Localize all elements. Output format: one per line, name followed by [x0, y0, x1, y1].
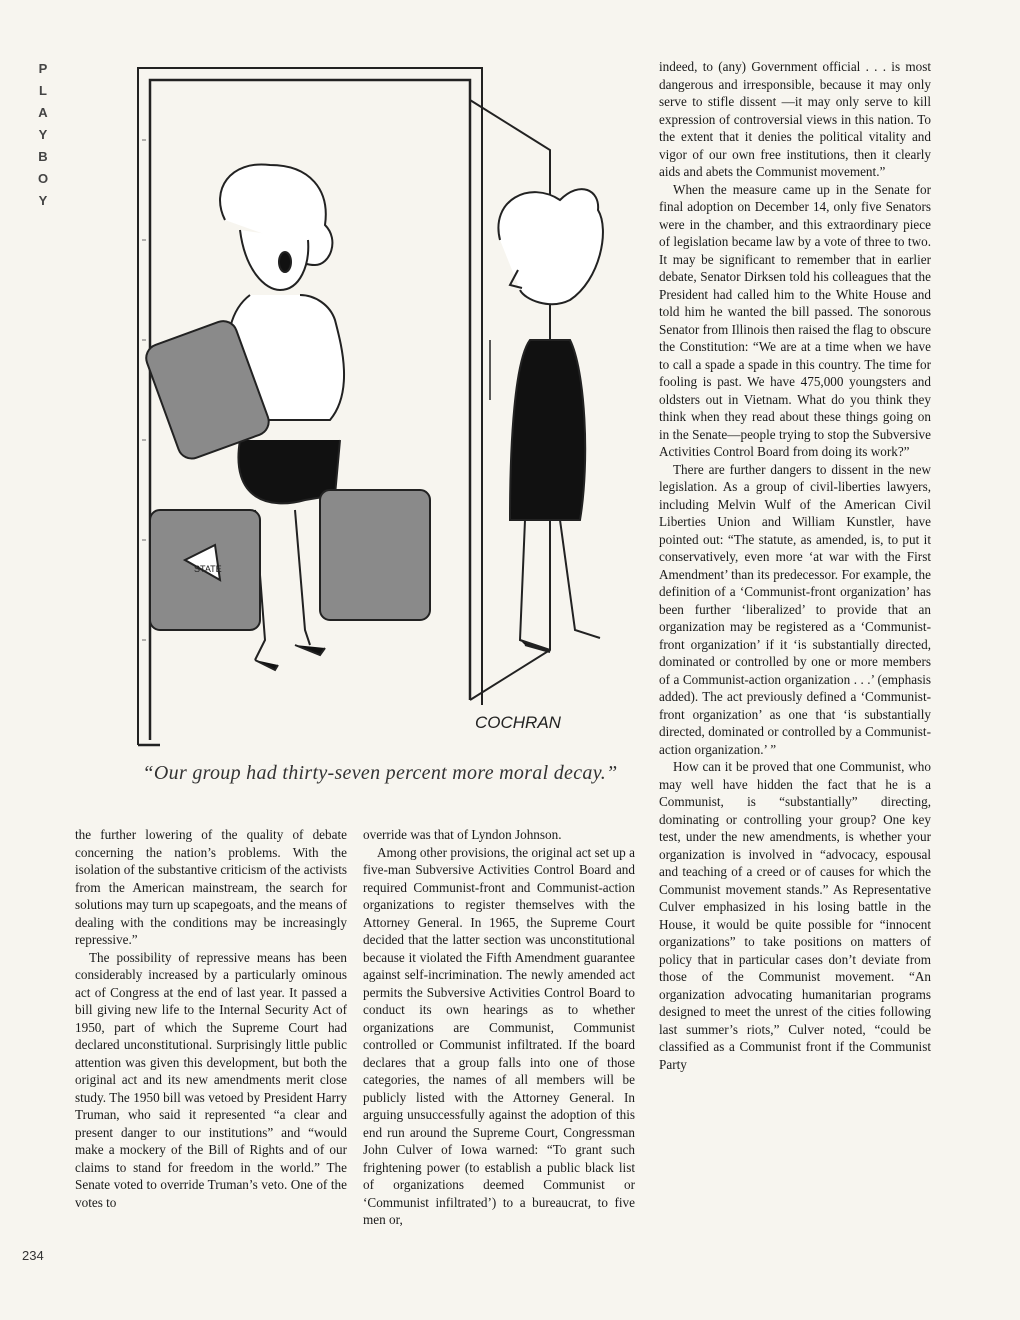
paragraph: The possibility of repressive means has been considerably increased by a particularly ominous act of Congress at the end of last year. It passed a bill giving new life to the Internal Security Act of 1950, part of which the Supreme Court had declared unconstitutional. Surprisingly little public attention was given this development, but both the original act and its new amendments merit close study. The 1950 bill was vetoed by President Harry Truman, who said it represented “a clear and present danger to our institutions” and “would make a mockery of the Bill of Rights and of our claims to stand for freedom in the world.” The Senate voted to override Truman’s veto. One of the votes to [75, 949, 347, 1210]
paragraph: Among other provisions, the original act set up a five-man Subversive Activities Control Board and required Communist-front and Communist-action organizations to register themselves with the Attorney General. In 1965, the Supreme Court decided that the latter section was unconstitutional because it violated the Fifth Amendment guarantee against self-incrimination. The newly amended act permits the Subversive Activities Control Board to conduct its own hearings as to whether organizations are Communist, Communist controlled or Communist infiltrated. If the board declares that a group falls into one of those categories, the names of all members will be publicly listed with the Attorney General. In arguing unsuccessfully against the adoption of this end run around the Supreme Court, Congressman John Culver of Iowa warned: “To grant such frightening power (to establish a public black list of organizations deemed Communist or ‘Communist infiltrated’) to a bureaucrat, to five men or, [363, 844, 635, 1227]
paragraph: indeed, to (any) Government official . . . is most dangerous and irresponsible, because it may only serve to stifle dissent —it may only serve to kill expression of controversial views in this nation. To the extent that it denies the political vitality and vigor of our own free institutions, then it clearly aids and abets the Communist movement.” [659, 59, 931, 179]
cartoon-drawing [130, 40, 650, 750]
masthead-letter: B [38, 149, 48, 164]
masthead-letter: O [37, 171, 49, 186]
paragraph: the further lowering of the quality of debate concerning the nation’s problems. With the isolation of the substantive criticism of the activists from the American mainstream, the search for solutions may turn up scapegoats, and the means of dealing with the conditions may be increasingly repressive.” [75, 827, 347, 947]
paragraph: There are further dangers to dissent in the new legislation. As a group of civil-liberties lawyers, including Melvin Wulf of the American Civil Liberties Union and William Kunstler, have pointed out: “The statute, as amended, is, to put it conservatively, even more ‘at war with the First Amendment’ than its predecessor. For example, the definition of a ‘Communist-front organization’ has been further ‘liberalized’ to provide that an organization may be registered as a ‘Communist-front organization’ if it ‘is substantially directed, dominated or controlled by one or more members of a Communist-action organization . . .’ (emphasis added). The act previously defined a ‘Communist-front organization’ as one that ‘is substantially directed, dominated or controlled by a Communist-action organization.’ ” [659, 461, 931, 757]
article-column-1 [75, 826, 347, 1211]
artist-signature: COCHRAN [475, 713, 561, 732]
paragraph: override was that of Lyndon Johnson. [363, 827, 562, 842]
suitcase-sticker-text: STATE [194, 564, 222, 574]
masthead-letter: Y [38, 193, 48, 208]
page-number: 234 [22, 1248, 44, 1263]
article-column-2 [363, 826, 635, 1229]
cartoon-illustration [130, 40, 650, 750]
article-column-3 [659, 58, 931, 1073]
masthead-letter: P [38, 61, 48, 76]
cartoon-caption: “Our group had thirty-seven percent more moral decay.” [142, 762, 618, 784]
masthead-letter: L [39, 83, 47, 98]
masthead-letter: A [38, 105, 48, 120]
magazine-masthead [32, 58, 54, 212]
paragraph: How can it be proved that one Communist, who may well have hidden the fact that he is a Communist, is “substantially” directing, dominating or controlling your group? One key test, under the new amendments, is whether your organization is involved in “advocacy, espousal and teaching of a creed or of causes for which the Communist movement stands.” As Representative Culver emphasized in his losing battle in the House, it would be quite possible for “innocent organizations” to take positions on matters of policy that in particular cases don’t deviate from those of the Communist movement. “An organization advocating humanitarian programs designed to meet the unrest of the cities following last summer’s riots,” Culver noted, “could be classified as a Communist front if the Communist Party [659, 759, 931, 1072]
door-hatching [142, 140, 146, 640]
masthead-letter: Y [38, 127, 48, 142]
paragraph: When the measure came up in the Senate for final adoption on December 14, only five Senators were in the chamber, and this extraordinary piece of legislation became law by a vote of three to two. It may be significant to remember that in earlier debate, Senator Dirksen told his colleagues that the President had called him to the White House and told him he wanted the bill passed. The sonorous Senator from Illinois then raised the flag to obscure the Constitution: “We are at a time when we have to call a spade a spade in this country. The time for fooling is past. We have 475,000 youngsters and oldsters out in Vietnam. What do you think they think when they read about these things going on in the Senate—people trying to stop the Subversive Activities Control Board from doing its work?” [659, 181, 931, 459]
